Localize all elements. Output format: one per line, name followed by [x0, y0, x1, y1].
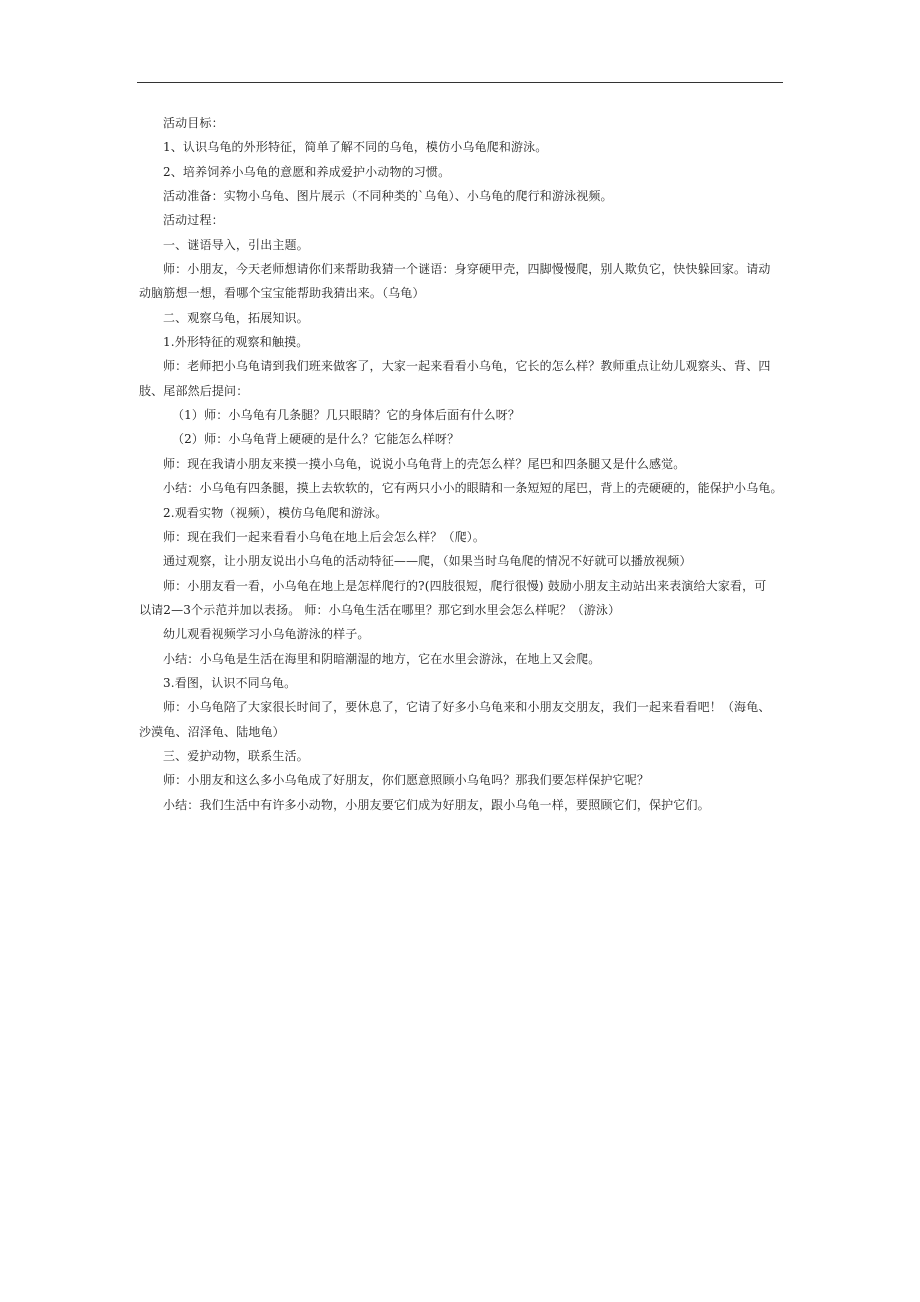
- paragraph-line: 幼儿观看视频学习小乌龟游泳的样子。: [163, 627, 370, 642]
- paragraph-line: 师：现在我们一起来看看小乌龟在地上后会怎么样？（爬）。: [163, 529, 486, 544]
- paragraph-line: 以请2—3个示范并加以表扬。 师：小乌龟生活在哪里？那它到水里会怎么样呢？（游泳）: [139, 602, 621, 617]
- paragraph-line: 活动准备：实物小乌龟、图片展示（不同种类的`乌龟）、小乌龟的爬行和游泳视频。: [163, 189, 613, 204]
- paragraph-line: 通过观察，让小朋友说出小乌龟的活动特征——爬，（如果当时乌龟爬的情况不好就可以播放视频）: [163, 554, 692, 569]
- paragraph-line: 二、观察乌龟，拓展知识。: [163, 310, 309, 325]
- paragraph-line: 活动过程：: [163, 213, 224, 228]
- paragraph-line: 小结：我们生活中有许多小动物，小朋友要它们成为好朋友，跟小乌龟一样，要照顾它们，保护它们。: [163, 797, 710, 812]
- paragraph-line: （2）师：小乌龟背上硬硬的是什么？它能怎么样呀？: [172, 432, 460, 447]
- paragraph-line: 小结：小乌龟是生活在海里和阴暗潮湿的地方，它在水里会游泳，在地上又会爬。: [163, 651, 601, 666]
- header-divider: [137, 82, 783, 83]
- paragraph-line: 3.看图，认识不同乌龟。: [163, 675, 297, 690]
- paragraph-line: 三、爱护动物，联系生活。: [163, 748, 309, 763]
- paragraph-line: 师：小乌龟陪了大家很长时间了，要休息了，它请了好多小乌龟来和小朋友交朋友，我们一起来看看吧！（海龟、: [163, 700, 771, 715]
- document-body: [139, 111, 791, 817]
- paragraph-line: 1、认识乌龟的外形特征，简单了解不同的乌龟，模仿小乌龟爬和游泳。: [163, 140, 548, 155]
- paragraph-line: 师：老师把小乌龟请到我们班来做客了，大家一起来看看小乌龟，它长的怎么样？教师重点让幼儿观察头、背、四: [163, 359, 771, 374]
- paragraph-line: 1.外形特征的观察和触摸。: [163, 335, 309, 350]
- paragraph-line: 2、培养饲养小乌龟的意愿和养成爱护小动物的习惯。: [163, 164, 451, 179]
- paragraph-line: 动脑筋想一想，看哪个宝宝能帮助我猜出来。（乌龟）: [139, 286, 425, 301]
- paragraph-line: 师：小朋友看一看，小乌龟在地上是怎样爬行的?(四肢很短，爬行很慢) 鼓励小朋友主动站出来表演给大家看，可: [163, 578, 767, 593]
- paragraph-line: （1）师：小乌龟有几条腿？几只眼睛？它的身体后面有什么呀？: [172, 408, 520, 423]
- paragraph-line: 活动目标：: [163, 116, 224, 130]
- paragraph-line: 一、谜语导入，引出主题。: [163, 237, 309, 252]
- paragraph-line: 师：小朋友，今天老师想请你们来帮助我猜一个谜语：身穿硬甲壳，四脚慢慢爬，别人欺负它，快快躲回家。请动: [163, 262, 771, 277]
- paragraph-line: 小结：小乌龟有四条腿，摸上去软软的，它有两只小小的眼睛和一条短短的尾巴，背上的壳硬硬的，能保护小乌龟。: [163, 481, 783, 496]
- paragraph-line: 师：小朋友和这么多小乌龟成了好朋友，你们愿意照顾小乌龟吗？那我们要怎样保护它呢？: [163, 773, 650, 788]
- paragraph-line: 2.观看实物（视频），模仿乌龟爬和游泳。: [163, 505, 388, 520]
- paragraph-line: 沙漠龟、沼泽龟、陆地龟）: [139, 724, 285, 739]
- paragraph-line: 师：现在我请小朋友来摸一摸小乌龟，说说小乌龟背上的壳怎么样？尾巴和四条腿又是什么感觉。: [163, 456, 686, 471]
- paragraph-line: 肢、尾部然后提问：: [139, 383, 249, 398]
